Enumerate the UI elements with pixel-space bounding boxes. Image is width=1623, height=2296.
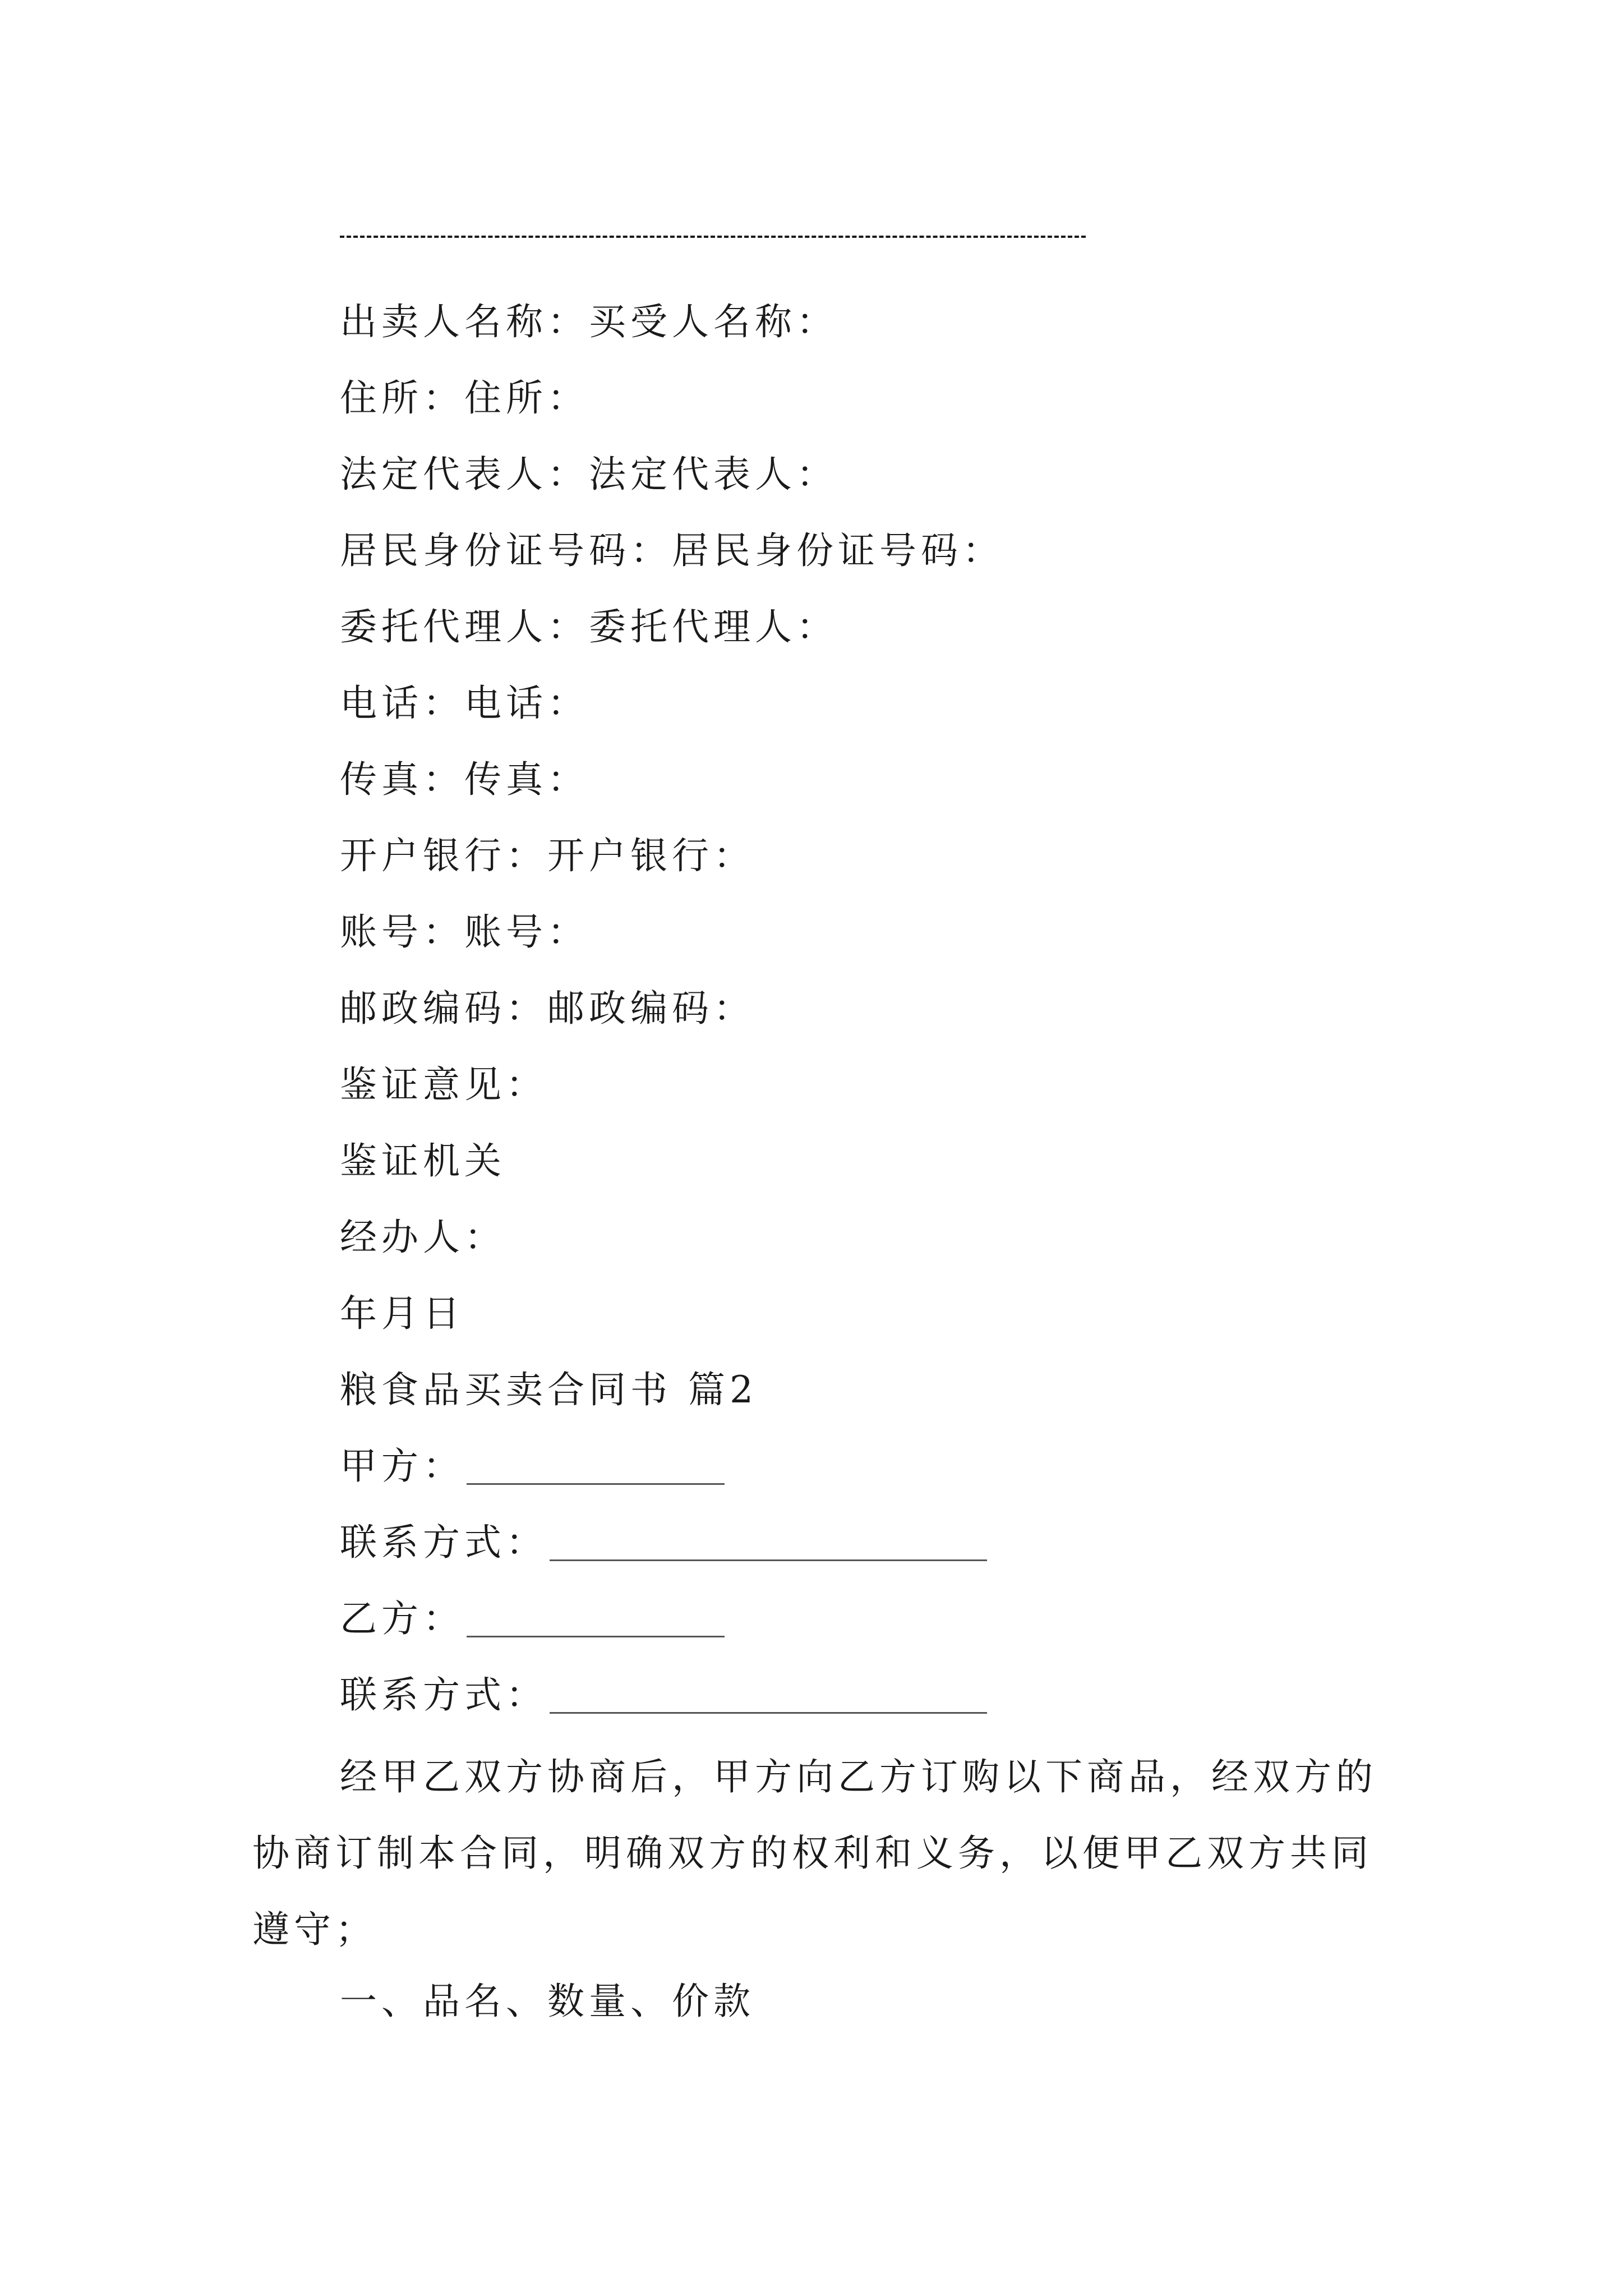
verification-opinion-line: 鉴证意见： [340, 1063, 547, 1106]
phone-line: 电话：电话： [340, 682, 589, 725]
party-b-blank[interactable] [467, 1602, 725, 1637]
party-a-label: 甲方： [340, 1444, 464, 1488]
agreement-paragraph: 经甲乙双方协商后，甲方向乙方订购以下商品，经双方的协商订制本合同，明确双方的权利和义务，以便甲乙双方共同遵守； [252, 1755, 1377, 1951]
party-a-contact-blank[interactable] [550, 1526, 987, 1561]
fax-line: 传真：传真： [340, 758, 589, 801]
id-number-line: 居民身份证号码：居民身份证号码： [340, 529, 1004, 572]
party-b-contact-blank[interactable] [550, 1678, 987, 1714]
party-b-line [340, 1597, 725, 1640]
date-line: 年月日 [340, 1292, 464, 1335]
party-b-contact-line [340, 1673, 987, 1717]
section-heading: 一、品名、数量、价款 [340, 1980, 755, 2023]
address-line: 住所：住所： [340, 376, 589, 420]
section-title: 粮食品买卖合同书 篇2 [340, 1368, 758, 1411]
postal-code-line: 邮政编码：邮政编码： [340, 987, 755, 1030]
party-a-line [340, 1444, 725, 1488]
account-line: 账号：账号： [340, 910, 589, 954]
seller-buyer-name-line: 出卖人名称：买受人名称： [340, 300, 838, 343]
party-a-contact-label: 联系方式： [340, 1521, 547, 1564]
handler-line: 经办人： [340, 1216, 506, 1259]
party-b-label: 乙方： [340, 1597, 464, 1640]
party-a-contact-line [340, 1521, 987, 1564]
agent-line: 委托代理人：委托代理人： [340, 605, 838, 648]
separator-dashed-line [340, 236, 1086, 238]
legal-representative-line: 法定代表人：法定代表人： [340, 453, 838, 496]
party-b-contact-label: 联系方式： [340, 1673, 547, 1717]
verification-authority-line: 鉴证机关 [340, 1139, 506, 1182]
bank-line: 开户银行：开户银行： [340, 834, 755, 877]
party-a-blank[interactable] [467, 1450, 725, 1485]
